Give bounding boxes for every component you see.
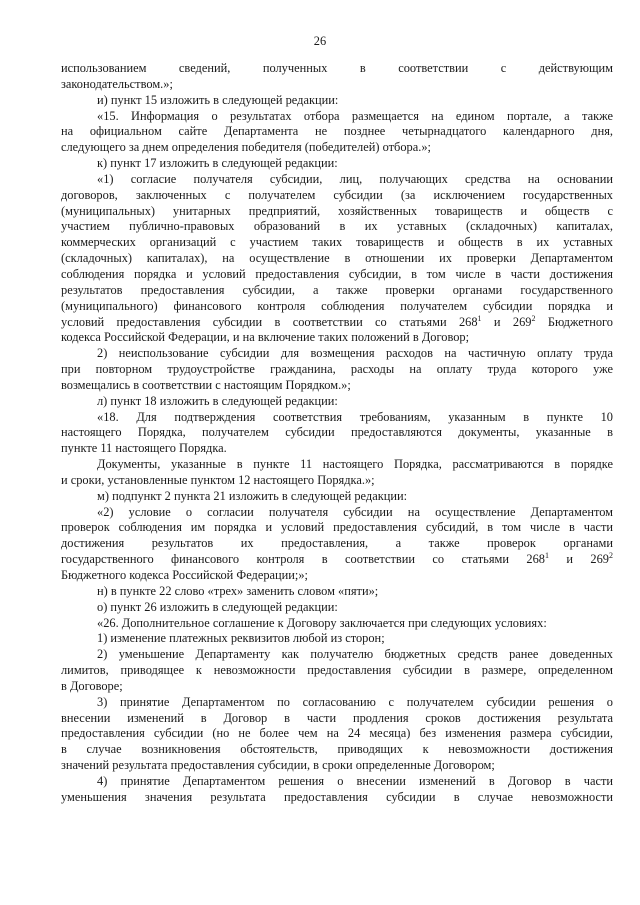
page-number: 26 (313, 34, 327, 48)
text-line: достижения результатов их предоставления, а также проверок органами (61, 536, 613, 551)
text-line: значений результата предоставления субсидии, в сроки определенные Договором; (61, 758, 495, 773)
text-line: Бюджетного кодекса Российской Федерации;»; (61, 568, 308, 582)
text-line: при повторном трудоустройстве гражданина, расходы на оплату труда которого уже (61, 362, 613, 377)
text-line: предоставления субсидии (но не более чем на 24 месяца) без изменения размера субсидии, (61, 726, 613, 741)
text-line: уменьшения значения результата предоставления субсидии в случае невозможности (61, 789, 613, 804)
text-line: и) пункт 15 изложить в следующей редакции: (97, 92, 339, 107)
text-line: и сроки, установленные пунктом 12 настоящего Порядка.»; (61, 472, 375, 487)
text-line: 2) неиспользование субсидии для возмещения расходов на частичную оплату труда (97, 346, 613, 361)
text-line: государственного финансового контроля в соответствии со статьями $268^1$ и $269^2$ (61, 551, 613, 567)
text-line: «2) условие о согласии получателя субсидии на осуществление Департаментом (97, 504, 613, 519)
text-line: проверок соблюдения им порядка и условий предоставления субсидий, в том числе в части (61, 520, 613, 535)
text-line: (складочных) капиталах), на осуществление в отношении их проверки Департаментом (61, 251, 613, 266)
text-line: законодательством.»; (61, 76, 173, 91)
text-line: в Договоре; (61, 678, 123, 693)
text-line: 2) уменьшение Департаменту как получателю бюджетных средств ранее доведенных (97, 647, 613, 662)
text-line: использованием сведений, полученных в соответствии с действующим (61, 61, 613, 75)
text-line: условий предоставления субсидии в соответствии со статьями $268^1$ и $269^2$ Бюджетного (61, 313, 613, 329)
text-line: «18. Для подтверждения соответствия требованиям, указанным в пункте 10 (97, 409, 613, 424)
text-line: «26. Дополнительное соглашение к Договору заключается при следующих условиях: (97, 615, 547, 630)
text-line: внесении изменений в Договор в части продления сроков достижения результата (61, 710, 613, 725)
text-line: м) подпункт 2 пункта 21 изложить в следующей редакции: (97, 488, 408, 503)
text-line: (муниципального) финансового контроля соблюдения получателем субсидии порядка и (61, 298, 613, 313)
text-line: 3) принятие Департаментом по согласованию с получателем субсидии решения о (97, 694, 613, 709)
text-line: лимитов, приводящее к невозможности предоставления субсидии в размере, определенном (61, 663, 613, 678)
text-line: в случае возникновения обстоятельств, приводящих к невозможности достижения (61, 742, 613, 757)
document-body (61, 61, 613, 806)
text-line: н) в пункте 22 слово «трех» заменить словом «пяти»; (97, 583, 379, 598)
text-line: «1) согласие получателя субсидии, лиц, получающих средства на основании (97, 171, 613, 186)
text-line: Документы, указанные в пункте 11 настоящего Порядка, рассматриваются в порядке (97, 457, 613, 472)
text-line: коммерческих организаций с участием таких товариществ и обществ в их уставных (61, 235, 613, 250)
text-line: соблюдения порядка и условий предоставления субсидии, в том числе в части достижения (61, 266, 613, 281)
text-line: 4) принятие Департаментом решения о внесении изменений в Договор в части (97, 773, 613, 788)
text-line: к) пункт 17 изложить в следующей редакции: (97, 156, 338, 171)
text-line: о) пункт 26 изложить в следующей редакции: (97, 599, 338, 614)
text-line: л) пункт 18 изложить в следующей редакции: (97, 393, 338, 408)
text-line: кодекса Российской Федерации, и на включение таких положений в Договор; (61, 330, 470, 345)
text-line: следующего за днем определения победителя (победителей) отбора.»; (61, 140, 431, 155)
text-line: результатов предоставления субсидии, а также проверки органами государственного (61, 282, 613, 297)
text-line: пункте 11 настоящего Порядка. (61, 441, 227, 456)
text-line: участием публично-правовых образований в их уставных (складочных) капиталах, (61, 219, 613, 234)
text-line: настоящего Порядка, получателем субсидии предоставляются документы, указанные в (61, 425, 613, 440)
text-line: 1) изменение платежных реквизитов любой из сторон; (97, 631, 385, 646)
text-line: договоров, заключенных с получателем субсидии (за исключением государственных (61, 187, 613, 202)
text-line: «15. Информация о результатах отбора размещается на едином портале, а также (97, 108, 613, 123)
text-line: возмещались в соответствии с настоящим Порядком.»; (61, 377, 351, 392)
text-line: на официальном сайте Департамента не позднее четырнадцатого календарного дня, (61, 124, 613, 139)
text-line: (муниципальных) унитарных предприятий, хозяйственных товариществ и обществ с (61, 203, 613, 218)
